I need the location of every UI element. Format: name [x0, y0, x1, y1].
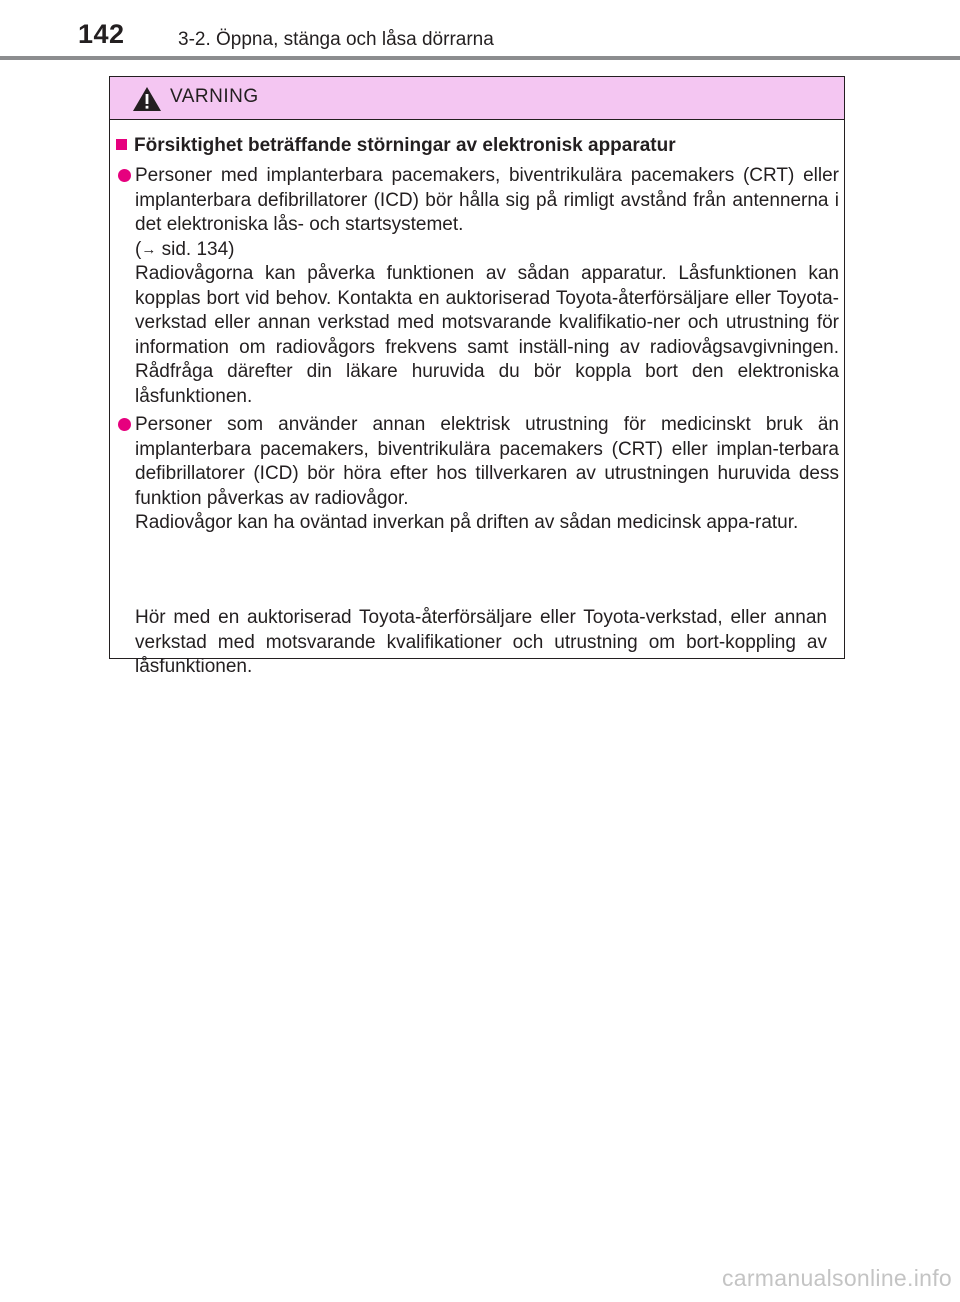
page-number: 142	[78, 19, 125, 49]
section-title: 3-2. Öppna, stänga och låsa dörrarna	[178, 29, 494, 50]
bullet-dot-icon	[118, 169, 131, 182]
square-bullet-icon	[116, 139, 127, 150]
warning-triangle-icon	[132, 86, 162, 112]
page-header	[0, 0, 960, 60]
arrow-right-icon: →	[141, 240, 157, 258]
item-text: Radiovågorna kan påverka funktionen av sådan apparatur. Låsfunktionen kan kopplas bort vid behov. Kontakta en auktoriserad Toyota-återförsäljare eller Toyota-verkstad eller annan verkstad med motsvarande kvalifikatio-ner och utrustning för information om radiovågors frekvens samt inställ-ning av radiovågsavgivningen. Rådfråga därefter din läkare huruvida du bör koppla bort den elektroniska låsfunktionen.	[135, 263, 839, 407]
header-rule	[0, 56, 960, 60]
watermark-logo: carmanualsonline.info	[721, 1265, 952, 1291]
page-reference-link[interactable]: sid. 134	[161, 238, 229, 260]
bullet-dot-icon	[118, 418, 131, 431]
subheading	[116, 134, 836, 159]
list-item	[135, 413, 839, 536]
list-item	[135, 164, 839, 409]
page-reference: (→ sid. 134)	[135, 238, 235, 260]
warning-label: VARNING	[170, 86, 259, 107]
item-text: Personer med implanterbara pacemakers, biventrikulära pacemakers (CRT) eller implanterbara defibrillatorer (ICD) bör hålla sig på rimligt avstånd från antennerna i det elektroniska lås- och startsystemet.	[135, 165, 839, 235]
item-text: Personer som använder annan elektrisk utrustning för medicinskt bruk än implanterbara pacemakers, biventrikulära pacemakers (CRT) eller implan-terbara defibrillatorer (ICD) bör höra efter hos tillverkaren av utrustningen huruvida dess funktion påverkas av radiovågor.	[135, 414, 839, 509]
item-text: Radiovågor kan ha oväntad inverkan på driften av sådan medicinsk appa-ratur.	[135, 512, 799, 533]
warning-header	[110, 77, 844, 120]
warning-box	[109, 76, 845, 677]
closing-paragraph: Hör med en auktoriserad Toyota-återförsäljare eller Toyota-verkstad, eller annan verkstad med motsvarande kvalifikationer och utrustning om bort-koppling av låsfunktionen.	[135, 607, 827, 677]
subheading-text: Försiktighet beträffande störningar av elektronisk apparatur	[134, 135, 676, 156]
